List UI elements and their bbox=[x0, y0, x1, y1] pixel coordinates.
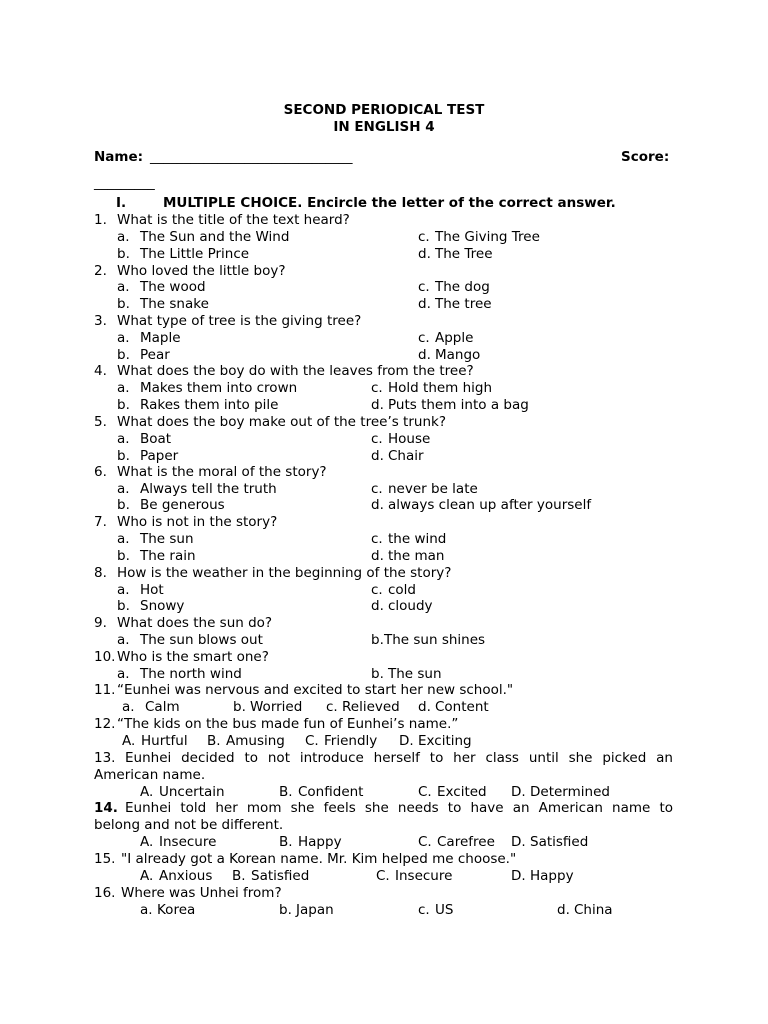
option-text: Calm bbox=[145, 699, 180, 715]
option-text: Insecure bbox=[159, 834, 217, 850]
option-text: Amusing bbox=[226, 733, 285, 749]
option-letter[interactable]: c. bbox=[371, 431, 383, 447]
option-text: Hurtful bbox=[141, 733, 188, 749]
option-letter[interactable]: B. bbox=[279, 784, 293, 800]
score-label: Score: bbox=[621, 149, 670, 165]
option-letter[interactable]: d. bbox=[418, 347, 431, 363]
test-subtitle: IN ENGLISH 4 bbox=[333, 119, 435, 135]
option-letter[interactable]: B. bbox=[207, 733, 221, 749]
option-text: Chair bbox=[388, 448, 424, 464]
option-text: Rakes them into pile bbox=[140, 397, 279, 413]
option-text: Confident bbox=[298, 784, 364, 800]
option-letter[interactable]: a. bbox=[117, 380, 130, 396]
option-letter[interactable]: a. bbox=[117, 229, 130, 245]
question-number: 15. bbox=[94, 851, 116, 867]
option-text: The tree bbox=[435, 296, 492, 312]
option-letter[interactable]: c. bbox=[326, 699, 338, 715]
option-text: House bbox=[388, 431, 431, 447]
title-line-2 bbox=[0, 118, 768, 136]
option-text: never be late bbox=[388, 481, 478, 497]
option-text: cold bbox=[388, 582, 417, 598]
option-text: The dog bbox=[435, 279, 490, 295]
question-1 bbox=[0, 211, 768, 229]
question-5 bbox=[0, 413, 768, 431]
option-text: The rain bbox=[140, 548, 196, 564]
score-blank[interactable]: _________ bbox=[94, 175, 155, 191]
option-text: Carefree bbox=[437, 834, 495, 850]
option-text: Determined bbox=[530, 784, 610, 800]
option-text: Friendly bbox=[324, 733, 378, 749]
option-letter[interactable]: b. bbox=[371, 666, 384, 682]
name-score-line bbox=[0, 148, 768, 166]
option-text: Be generous bbox=[140, 497, 225, 513]
option-text: Hold them high bbox=[388, 380, 493, 396]
option-letter[interactable]: c. bbox=[418, 229, 430, 245]
option-text: US bbox=[435, 902, 454, 918]
question-11-options bbox=[0, 698, 768, 716]
section-heading bbox=[0, 194, 768, 212]
question-4-options-row-1 bbox=[0, 379, 768, 397]
option-text: Uncertain bbox=[159, 784, 225, 800]
question-number: 5. bbox=[94, 414, 107, 430]
option-letter[interactable]: d. bbox=[371, 448, 384, 464]
option-letter[interactable]: c. bbox=[418, 330, 430, 346]
question-2-options-row-1 bbox=[0, 278, 768, 296]
question-text: What does the boy do with the leaves from the tree? bbox=[117, 363, 474, 379]
option-letter[interactable]: C. bbox=[418, 784, 432, 800]
question-12-options bbox=[0, 732, 768, 750]
option-text: Exciting bbox=[418, 733, 472, 749]
question-number: 9. bbox=[94, 615, 107, 631]
question-number: 1. bbox=[94, 212, 107, 228]
option-letter[interactable]: b. bbox=[117, 296, 130, 312]
option-letter[interactable]: c. bbox=[371, 481, 383, 497]
question-15-options bbox=[0, 867, 768, 885]
option-letter[interactable]: A. bbox=[140, 784, 154, 800]
option-letter[interactable]: A. bbox=[122, 733, 136, 749]
option-letter[interactable]: a. bbox=[117, 582, 130, 598]
question-number: 11. bbox=[94, 682, 116, 698]
question-4 bbox=[0, 362, 768, 380]
option-text: Relieved bbox=[342, 699, 400, 715]
option-letter[interactable]: b. bbox=[117, 548, 130, 564]
option-text: Always tell the truth bbox=[140, 481, 277, 497]
option-text: Mango bbox=[435, 347, 481, 363]
option-letter[interactable]: A. bbox=[140, 868, 154, 884]
option-text: Happy bbox=[298, 834, 342, 850]
option-text: Hot bbox=[140, 582, 164, 598]
question-16-options bbox=[0, 901, 768, 919]
question-number: 8. bbox=[94, 565, 107, 581]
option-text: Pear bbox=[140, 347, 170, 363]
option-letter[interactable]: D. bbox=[511, 868, 526, 884]
option-text: The Little Prince bbox=[140, 246, 250, 262]
question-number: 7. bbox=[94, 514, 107, 530]
question-text: “The kids on the bus made fun of Eunhei’s name.” bbox=[117, 716, 459, 732]
option-text: Excited bbox=[437, 784, 487, 800]
question-9-options bbox=[0, 631, 768, 649]
option-letter[interactable]: d. bbox=[371, 548, 384, 564]
question-text: Eunhei told her mom she feels she needs to have an American name to bbox=[125, 800, 673, 816]
option-text: Puts them into a bag bbox=[388, 397, 529, 413]
option-text: Worried bbox=[250, 699, 303, 715]
question-8-options-row-2 bbox=[0, 597, 768, 615]
name-blank[interactable]: ______________________________ bbox=[150, 149, 353, 165]
option-letter[interactable]: b. bbox=[117, 448, 130, 464]
question-text: Eunhei decided to not introduce herself to her class until she picked an bbox=[125, 750, 673, 766]
question-6 bbox=[0, 463, 768, 481]
question-4-options-row-2 bbox=[0, 396, 768, 414]
question-number: 16. bbox=[94, 885, 116, 901]
option-text: The sun blows out bbox=[140, 632, 263, 648]
question-7 bbox=[0, 513, 768, 531]
question-6-options-row-2 bbox=[0, 496, 768, 514]
question-9 bbox=[0, 614, 768, 632]
option-letter[interactable]: a. bbox=[117, 481, 130, 497]
option-text: Insecure bbox=[395, 868, 453, 884]
option-letter[interactable]: c. bbox=[371, 531, 383, 547]
question-13-continued bbox=[0, 766, 768, 784]
option-text: Boat bbox=[140, 431, 172, 447]
question-number: 13. bbox=[94, 750, 116, 766]
option-text: The sun shines bbox=[384, 632, 486, 648]
option-letter[interactable]: d. bbox=[371, 497, 384, 513]
question-14-options bbox=[0, 833, 768, 851]
question-8 bbox=[0, 564, 768, 582]
option-letter[interactable]: D. bbox=[511, 834, 526, 850]
option-text: The sun bbox=[388, 666, 442, 682]
section-numeral: I. bbox=[116, 195, 127, 211]
question-1-options-row-2 bbox=[0, 245, 768, 263]
question-text-continued: American name. bbox=[94, 767, 206, 783]
option-letter[interactable]: a. bbox=[117, 666, 130, 682]
question-2-options-row-2 bbox=[0, 295, 768, 313]
option-text: The sun bbox=[140, 531, 194, 547]
option-letter[interactable]: a. bbox=[122, 699, 135, 715]
option-text: Anxious bbox=[159, 868, 213, 884]
question-text: What type of tree is the giving tree? bbox=[117, 313, 362, 329]
option-text: Maple bbox=[140, 330, 181, 346]
option-text: Content bbox=[435, 699, 489, 715]
option-letter[interactable]: c. bbox=[371, 582, 383, 598]
question-number: 4. bbox=[94, 363, 107, 379]
option-text: Makes them into crown bbox=[140, 380, 298, 396]
question-number: 10. bbox=[94, 649, 116, 665]
question-5-options-row-1 bbox=[0, 430, 768, 448]
option-text: Snowy bbox=[140, 598, 185, 614]
option-text: The wood bbox=[140, 279, 206, 295]
option-text: Satisfied bbox=[530, 834, 589, 850]
option-letter[interactable]: b. bbox=[233, 699, 246, 715]
option-text: The north wind bbox=[140, 666, 242, 682]
title-line-1 bbox=[0, 101, 768, 119]
option-letter[interactable]: a. bbox=[117, 431, 130, 447]
option-letter[interactable]: b. bbox=[117, 347, 130, 363]
question-text: Who is not in the story? bbox=[117, 514, 278, 530]
question-text: "I already got a Korean name. Mr. Kim helped me choose." bbox=[121, 851, 517, 867]
question-14-continued bbox=[0, 816, 768, 834]
question-13 bbox=[0, 749, 768, 767]
option-letter[interactable]: b. bbox=[117, 598, 130, 614]
question-text: What is the moral of the story? bbox=[117, 464, 327, 480]
question-1-options-row-1 bbox=[0, 228, 768, 246]
option-text: the wind bbox=[388, 531, 447, 547]
question-number: 6. bbox=[94, 464, 107, 480]
option-text: Korea bbox=[157, 902, 196, 918]
question-10 bbox=[0, 648, 768, 666]
option-text: The Sun and the Wind bbox=[140, 229, 290, 245]
option-text: Happy bbox=[530, 868, 574, 884]
option-text: The Tree bbox=[435, 246, 493, 262]
question-text: “Eunhei was nervous and excited to start her new school." bbox=[117, 682, 514, 698]
option-text: Paper bbox=[140, 448, 179, 464]
option-letter[interactable]: A. bbox=[140, 834, 154, 850]
option-letter[interactable]: c. bbox=[418, 279, 430, 295]
question-number: 3. bbox=[94, 313, 107, 329]
option-letter[interactable]: C. bbox=[376, 868, 390, 884]
option-letter[interactable]: C. bbox=[305, 733, 319, 749]
option-letter[interactable]: d. bbox=[418, 296, 431, 312]
option-text: Satisfied bbox=[251, 868, 310, 884]
test-title: SECOND PERIODICAL TEST bbox=[283, 102, 485, 118]
option-text: cloudy bbox=[388, 598, 433, 614]
option-letter[interactable]: b. bbox=[117, 246, 130, 262]
section-instructions: MULTIPLE CHOICE. Encircle the letter of the correct answer. bbox=[163, 195, 616, 211]
question-3-options-row-1 bbox=[0, 329, 768, 347]
option-letter[interactable]: B. bbox=[279, 834, 293, 850]
option-text: always clean up after yourself bbox=[388, 497, 592, 513]
question-3 bbox=[0, 312, 768, 330]
option-letter[interactable]: a. bbox=[117, 279, 130, 295]
question-text: Where was Unhei from? bbox=[121, 885, 282, 901]
option-letter[interactable]: a. bbox=[117, 330, 130, 346]
option-letter[interactable]: a. bbox=[117, 632, 130, 648]
question-14 bbox=[0, 799, 768, 817]
option-letter[interactable]: C. bbox=[418, 834, 432, 850]
option-text: Japan bbox=[296, 902, 334, 918]
option-text: China bbox=[574, 902, 613, 918]
question-12 bbox=[0, 715, 768, 733]
question-7-options-row-2 bbox=[0, 547, 768, 565]
option-letter[interactable]: D. bbox=[511, 784, 526, 800]
question-text: Who loved the little boy? bbox=[117, 263, 286, 279]
option-letter[interactable]: c. bbox=[371, 380, 383, 396]
option-letter[interactable]: d. bbox=[371, 397, 384, 413]
option-letter[interactable]: d. bbox=[418, 246, 431, 262]
name-label: Name: bbox=[94, 149, 144, 165]
option-letter[interactable]: d. bbox=[418, 699, 431, 715]
question-text: Who is the smart one? bbox=[117, 649, 269, 665]
question-15 bbox=[0, 850, 768, 868]
option-letter[interactable]: b. bbox=[371, 632, 384, 648]
question-7-options-row-1 bbox=[0, 530, 768, 548]
option-letter[interactable]: b. bbox=[279, 902, 292, 918]
question-16 bbox=[0, 884, 768, 902]
option-text: The Giving Tree bbox=[435, 229, 540, 245]
option-letter[interactable]: D. bbox=[399, 733, 414, 749]
question-text: What is the title of the text heard? bbox=[117, 212, 350, 228]
option-text: The snake bbox=[140, 296, 209, 312]
question-text: What does the boy make out of the tree’s trunk? bbox=[117, 414, 446, 430]
option-text: Apple bbox=[435, 330, 474, 346]
option-letter[interactable]: B. bbox=[232, 868, 246, 884]
option-letter[interactable]: a. bbox=[117, 531, 130, 547]
question-text: How is the weather in the beginning of the story? bbox=[117, 565, 452, 581]
question-number: 14. bbox=[94, 800, 118, 816]
option-letter[interactable]: b. bbox=[117, 497, 130, 513]
option-letter[interactable]: d. bbox=[557, 902, 570, 918]
option-letter[interactable]: b. bbox=[117, 397, 130, 413]
question-11 bbox=[0, 681, 768, 699]
option-letter[interactable]: d. bbox=[371, 598, 384, 614]
score-blank-line bbox=[0, 174, 768, 192]
option-text: the man bbox=[388, 548, 445, 564]
question-number: 2. bbox=[94, 263, 107, 279]
question-text: What does the sun do? bbox=[117, 615, 273, 631]
option-letter[interactable]: c. bbox=[418, 902, 430, 918]
question-number: 12. bbox=[94, 716, 116, 732]
question-text-continued: belong and not be different. bbox=[94, 817, 284, 833]
option-letter[interactable]: a. bbox=[140, 902, 153, 918]
